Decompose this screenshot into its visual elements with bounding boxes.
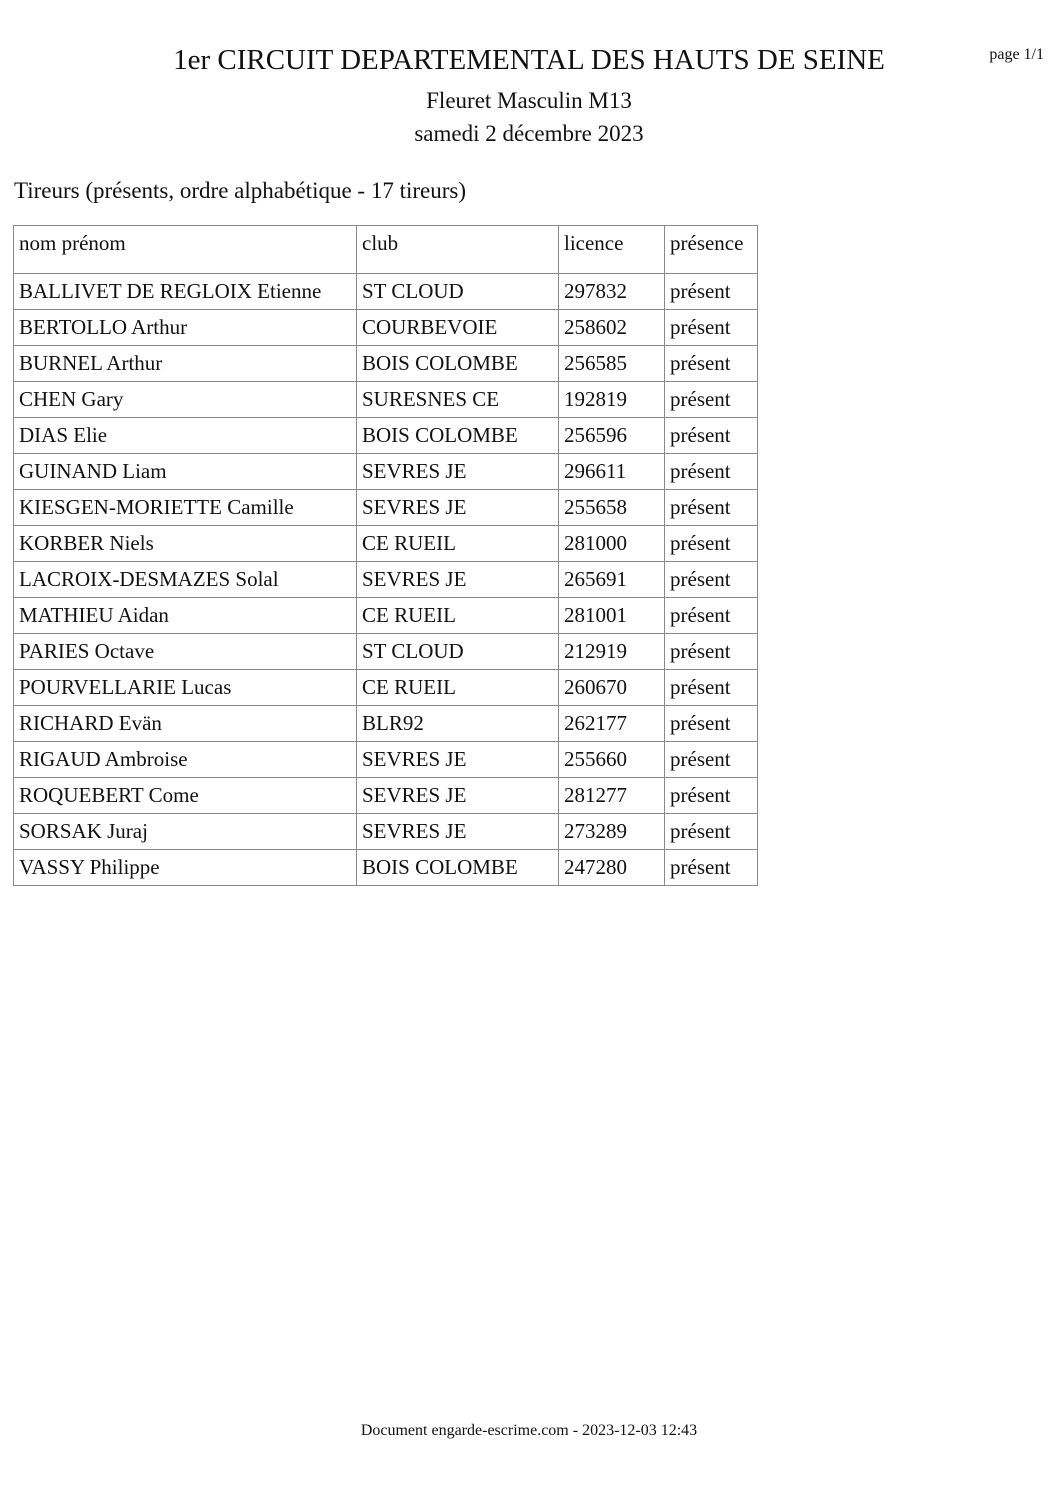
cell-licence: 256585 — [559, 346, 665, 382]
cell-presence: présent — [665, 814, 758, 850]
cell-name: VASSY Philippe — [14, 850, 357, 886]
cell-presence: présent — [665, 598, 758, 634]
cell-club: SEVRES JE — [357, 562, 559, 598]
document-footer: Document engarde-escrime.com - 2023-12-03 12:43 — [360, 1422, 698, 1439]
cell-presence: présent — [665, 850, 758, 886]
cell-licence: 281277 — [559, 778, 665, 814]
column-header-name: nom prénom — [14, 226, 357, 274]
cell-presence: présent — [665, 490, 758, 526]
cell-name: PARIES Octave — [14, 634, 357, 670]
table-row — [14, 418, 758, 454]
cell-club: ST CLOUD — [357, 274, 559, 310]
cell-presence: présent — [665, 634, 758, 670]
cell-licence: 212919 — [559, 634, 665, 670]
table-row — [14, 526, 758, 562]
cell-name: DIAS Elie — [14, 418, 357, 454]
cell-presence: présent — [665, 706, 758, 742]
cell-club: COURBEVOIE — [357, 310, 559, 346]
fencers-table — [13, 225, 758, 886]
cell-club: BOIS COLOMBE — [357, 346, 559, 382]
cell-name: BERTOLLO Arthur — [14, 310, 357, 346]
cell-club: CE RUEIL — [357, 526, 559, 562]
table-row — [14, 814, 758, 850]
cell-presence: présent — [665, 418, 758, 454]
cell-presence: présent — [665, 742, 758, 778]
cell-name: LACROIX-DESMAZES Solal — [14, 562, 357, 598]
table-row — [14, 490, 758, 526]
cell-name: SORSAK Juraj — [14, 814, 357, 850]
table-row — [14, 310, 758, 346]
cell-presence: présent — [665, 778, 758, 814]
table-row — [14, 742, 758, 778]
cell-licence: 192819 — [559, 382, 665, 418]
table-row — [14, 274, 758, 310]
page-number: page 1/1 — [989, 46, 1044, 63]
cell-club: SEVRES JE — [357, 490, 559, 526]
cell-club: BLR92 — [357, 706, 559, 742]
table-row — [14, 634, 758, 670]
cell-presence: présent — [665, 562, 758, 598]
cell-club: CE RUEIL — [357, 598, 559, 634]
table-row — [14, 454, 758, 490]
cell-presence: présent — [665, 382, 758, 418]
cell-presence: présent — [665, 310, 758, 346]
cell-club: ST CLOUD — [357, 634, 559, 670]
column-header-licence: licence — [559, 226, 665, 274]
cell-licence: 281000 — [559, 526, 665, 562]
cell-licence: 255660 — [559, 742, 665, 778]
cell-licence: 281001 — [559, 598, 665, 634]
table-header-row — [14, 226, 758, 274]
cell-name: KORBER Niels — [14, 526, 357, 562]
cell-name: CHEN Gary — [14, 382, 357, 418]
table-row — [14, 706, 758, 742]
table-row — [14, 778, 758, 814]
cell-club: SURESNES CE — [357, 382, 559, 418]
cell-presence: présent — [665, 670, 758, 706]
cell-name: RIGAUD Ambroise — [14, 742, 357, 778]
cell-name: ROQUEBERT Come — [14, 778, 357, 814]
cell-name: POURVELLARIE Lucas — [14, 670, 357, 706]
column-header-presence: présence — [665, 226, 758, 274]
cell-name: RICHARD Evän — [14, 706, 357, 742]
table-body — [14, 274, 758, 886]
table-row — [14, 598, 758, 634]
cell-presence: présent — [665, 346, 758, 382]
cell-licence: 255658 — [559, 490, 665, 526]
competition-subtitle: Fleuret Masculin M13 — [426, 88, 632, 113]
cell-licence: 297832 — [559, 274, 665, 310]
cell-name: BALLIVET DE REGLOIX Etienne — [14, 274, 357, 310]
cell-club: SEVRES JE — [357, 814, 559, 850]
cell-presence: présent — [665, 526, 758, 562]
cell-name: GUINAND Liam — [14, 454, 357, 490]
cell-club: SEVRES JE — [357, 778, 559, 814]
cell-name: MATHIEU Aidan — [14, 598, 357, 634]
document-title: 1er CIRCUIT DEPARTEMENTAL DES HAUTS DE SEINE — [173, 44, 885, 76]
cell-presence: présent — [665, 274, 758, 310]
cell-licence: 260670 — [559, 670, 665, 706]
cell-club: BOIS COLOMBE — [357, 850, 559, 886]
cell-licence: 258602 — [559, 310, 665, 346]
table-row — [14, 346, 758, 382]
cell-club: SEVRES JE — [357, 742, 559, 778]
cell-name: BURNEL Arthur — [14, 346, 357, 382]
cell-licence: 296611 — [559, 454, 665, 490]
table-row — [14, 670, 758, 706]
cell-licence: 247280 — [559, 850, 665, 886]
cell-licence: 273289 — [559, 814, 665, 850]
cell-presence: présent — [665, 454, 758, 490]
competition-date: samedi 2 décembre 2023 — [414, 121, 644, 146]
cell-licence: 265691 — [559, 562, 665, 598]
column-header-club: club — [357, 226, 559, 274]
cell-name: KIESGEN-MORIETTE Camille — [14, 490, 357, 526]
cell-licence: 256596 — [559, 418, 665, 454]
table-row — [14, 562, 758, 598]
cell-club: BOIS COLOMBE — [357, 418, 559, 454]
table-row — [14, 382, 758, 418]
cell-licence: 262177 — [559, 706, 665, 742]
cell-club: SEVRES JE — [357, 454, 559, 490]
table-row — [14, 850, 758, 886]
section-heading: Tireurs (présents, ordre alphabétique - 17 tireurs) — [14, 178, 466, 203]
cell-club: CE RUEIL — [357, 670, 559, 706]
